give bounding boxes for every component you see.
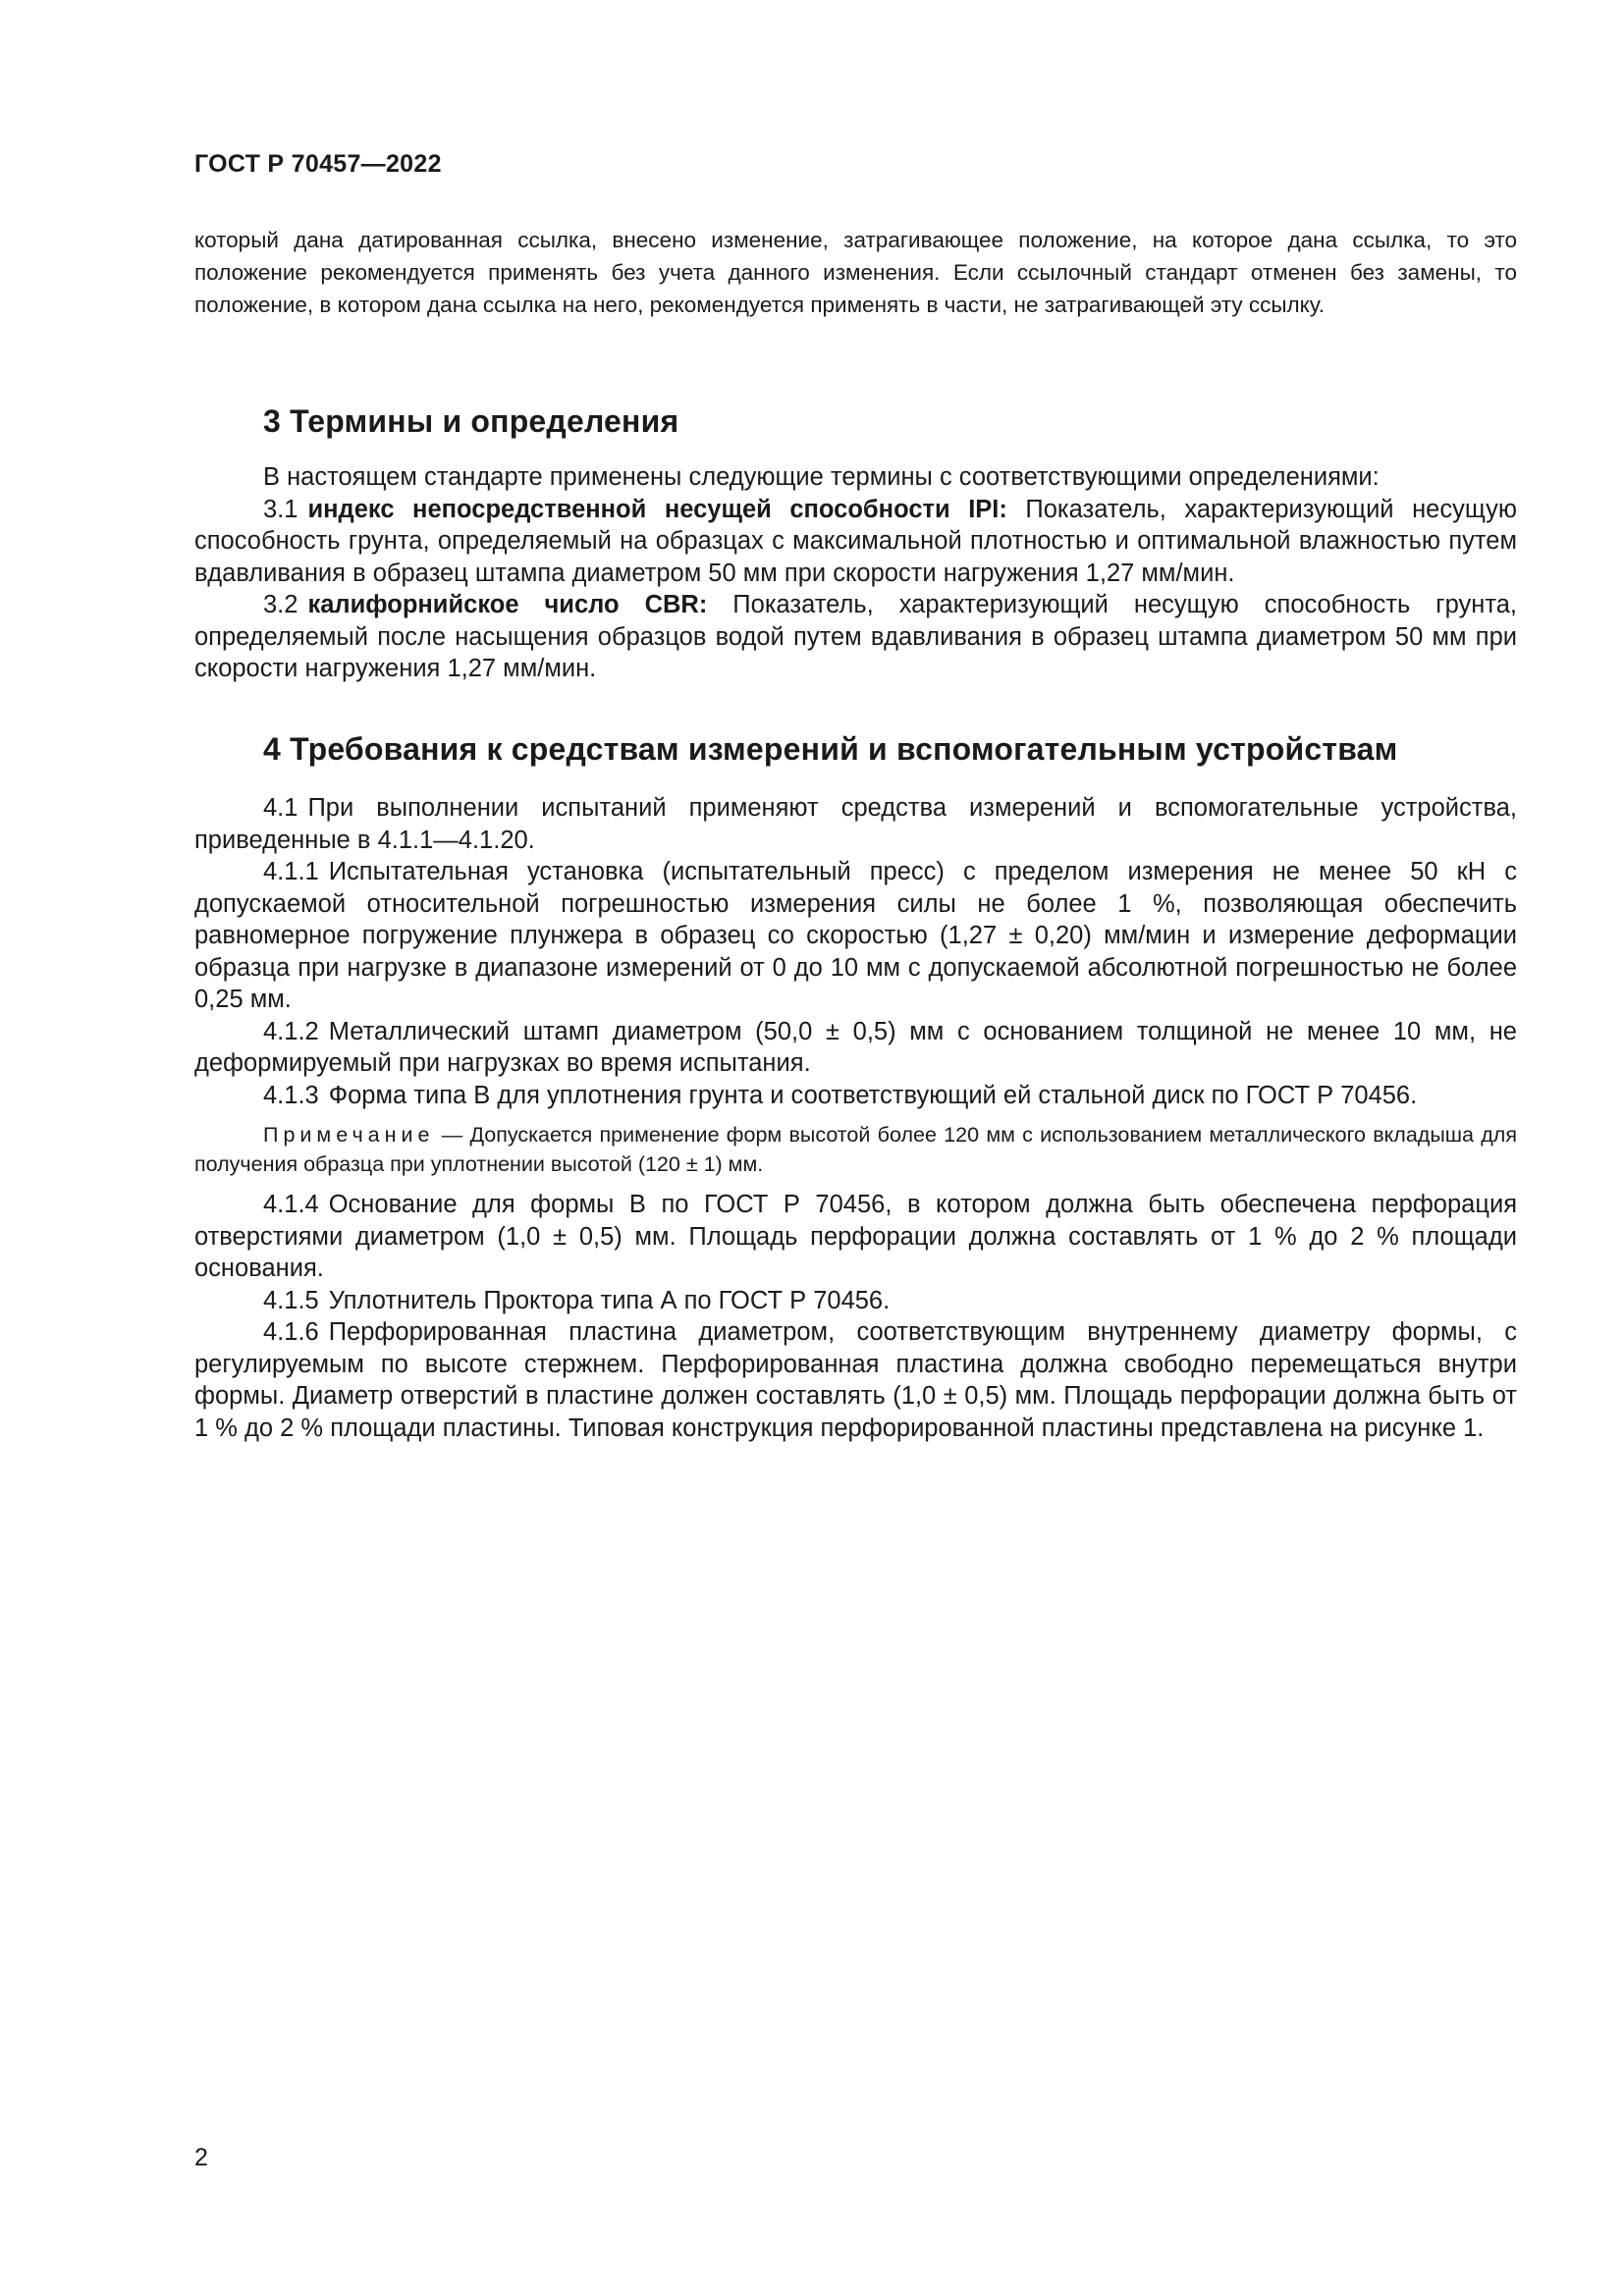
clause-number: 3.1 (263, 495, 298, 523)
clause-number: 4.1.1 (263, 858, 319, 885)
section-3-lead: В настоящем стандарте применены следующие термины с соответствующими определениями: (263, 463, 1380, 491)
clause-text: Металлический штамп диаметром (50,0 ± 0,5) мм с основанием толщиной не менее 10 мм, не деформируемый при нагрузках во время испытания. (194, 1017, 1517, 1077)
page-number: 2 (194, 2144, 208, 2171)
clause-text: Уплотнитель Проктора типа А по ГОСТ Р 70456. (328, 1286, 891, 1314)
term: индекс непосредственной несущей способности IPI: (307, 495, 1007, 523)
clause-4-1-5 (194, 1285, 1517, 1317)
definition-text: Показатель, характеризующий несущую способность грунта, определяемый после насыщения образцов водой путем вдавливания в образец штампа диаметром 50 мм при скорости нагружения 1,27 мм/мин. (194, 591, 1517, 682)
clause-4-1-3 (194, 1080, 1517, 1112)
clause-number: 4.1.4 (263, 1191, 319, 1218)
document-header: ГОСТ Р 70457—2022 (194, 150, 442, 178)
clause-text: При выполнении испытаний применяют средства измерений и вспомогательные устройства, приведенные в 4.1.1—4.1.20. (194, 794, 1517, 854)
section-4-title: 4 Требования к средствам измерений и вспомогательным устройствам (263, 731, 1398, 767)
section-3-title: 3 Термины и определения (263, 403, 679, 439)
clause-4-1-1 (194, 856, 1517, 1016)
clause-number: 4.1.2 (263, 1017, 319, 1045)
note-label: Примечание (263, 1123, 435, 1147)
section-4-body (194, 792, 1517, 1444)
clause-text: Форма типа В для уплотнения грунта и соответствующий ей стальной диск по ГОСТ Р 70456. (328, 1081, 1418, 1109)
clause-4-1-4 (194, 1189, 1517, 1285)
clause-4-1 (194, 792, 1517, 856)
clause-number: 3.2 (263, 591, 298, 618)
clause-text: Основание для формы В по ГОСТ Р 70456, в котором должна быть обеспечена перфорация отверстиями диаметром (1,0 ± 0,5) мм. Площадь перфорации должна составлять от 1 % до 2 % площади основания. (194, 1191, 1517, 1282)
clause-text: Перфорированная пластина диаметром, соответствующим внутреннему диаметру формы, с регулируемым по высоте стержнем. Перфорированная пластина должна свободно перемещаться внутри формы. Диаметр отверстий в пластине должен составлять (1,0 ± 0,5) мм. Площадь перфорации должна быть от 1 % до 2 % площади пластины. Типовая конструкция перфорированной пластины представлена на рисунке 1. (194, 1318, 1517, 1442)
definition-3-2 (194, 589, 1517, 685)
definition-3-1 (194, 494, 1517, 590)
clause-text: Испытательная установка (испытательный пресс) с пределом измерения не менее 50 кН с допускаемой относительной погрешностью измерения силы не более 1 %, позволяющая обеспечить равномерное погружение плунжера в образец со скоростью (1,27 ± 0,20) мм/мин и измерение деформации образца при нагрузке в диапазоне измерений от 0 до 10 мм с допускаемой абсолютной погрешностью не более 0,25 мм. (194, 858, 1517, 1013)
term: калифорнийское число CBR: (307, 591, 708, 618)
clause-4-1-2 (194, 1016, 1517, 1080)
note (194, 1120, 1517, 1179)
clause-number: 4.1.6 (263, 1318, 319, 1346)
clause-number: 4.1.5 (263, 1286, 319, 1314)
note-text: — Допускается применение форм высотой более 120 мм с использованием металлического вкладыша для получения образца при уплотнении высотой (120 ± 1) мм. (194, 1123, 1517, 1176)
clause-number: 4.1.3 (263, 1081, 319, 1109)
section-3-body (194, 461, 1517, 685)
intro-paragraph: который дана датированная ссылка, внесено изменение, затрагивающее положение, на которое дана ссылка, то это положение рекомендуется применять без учета данного изменения. Если ссылочный стандарт отменен без замены, то положение, в котором дана ссылка на него, рекомендуется применять в части, не затрагивающей эту ссылку. (194, 228, 1517, 317)
clause-number: 4.1 (263, 794, 298, 822)
definition-text: Показатель, характеризующий несущую способность грунта, определяемый на образцах с максимальной плотностью и оптимальной влажностью путем вдавливания в образец штампа диаметром 50 мм при скорости нагружения 1,27 мм/мин. (194, 495, 1517, 587)
clause-4-1-6 (194, 1316, 1517, 1444)
